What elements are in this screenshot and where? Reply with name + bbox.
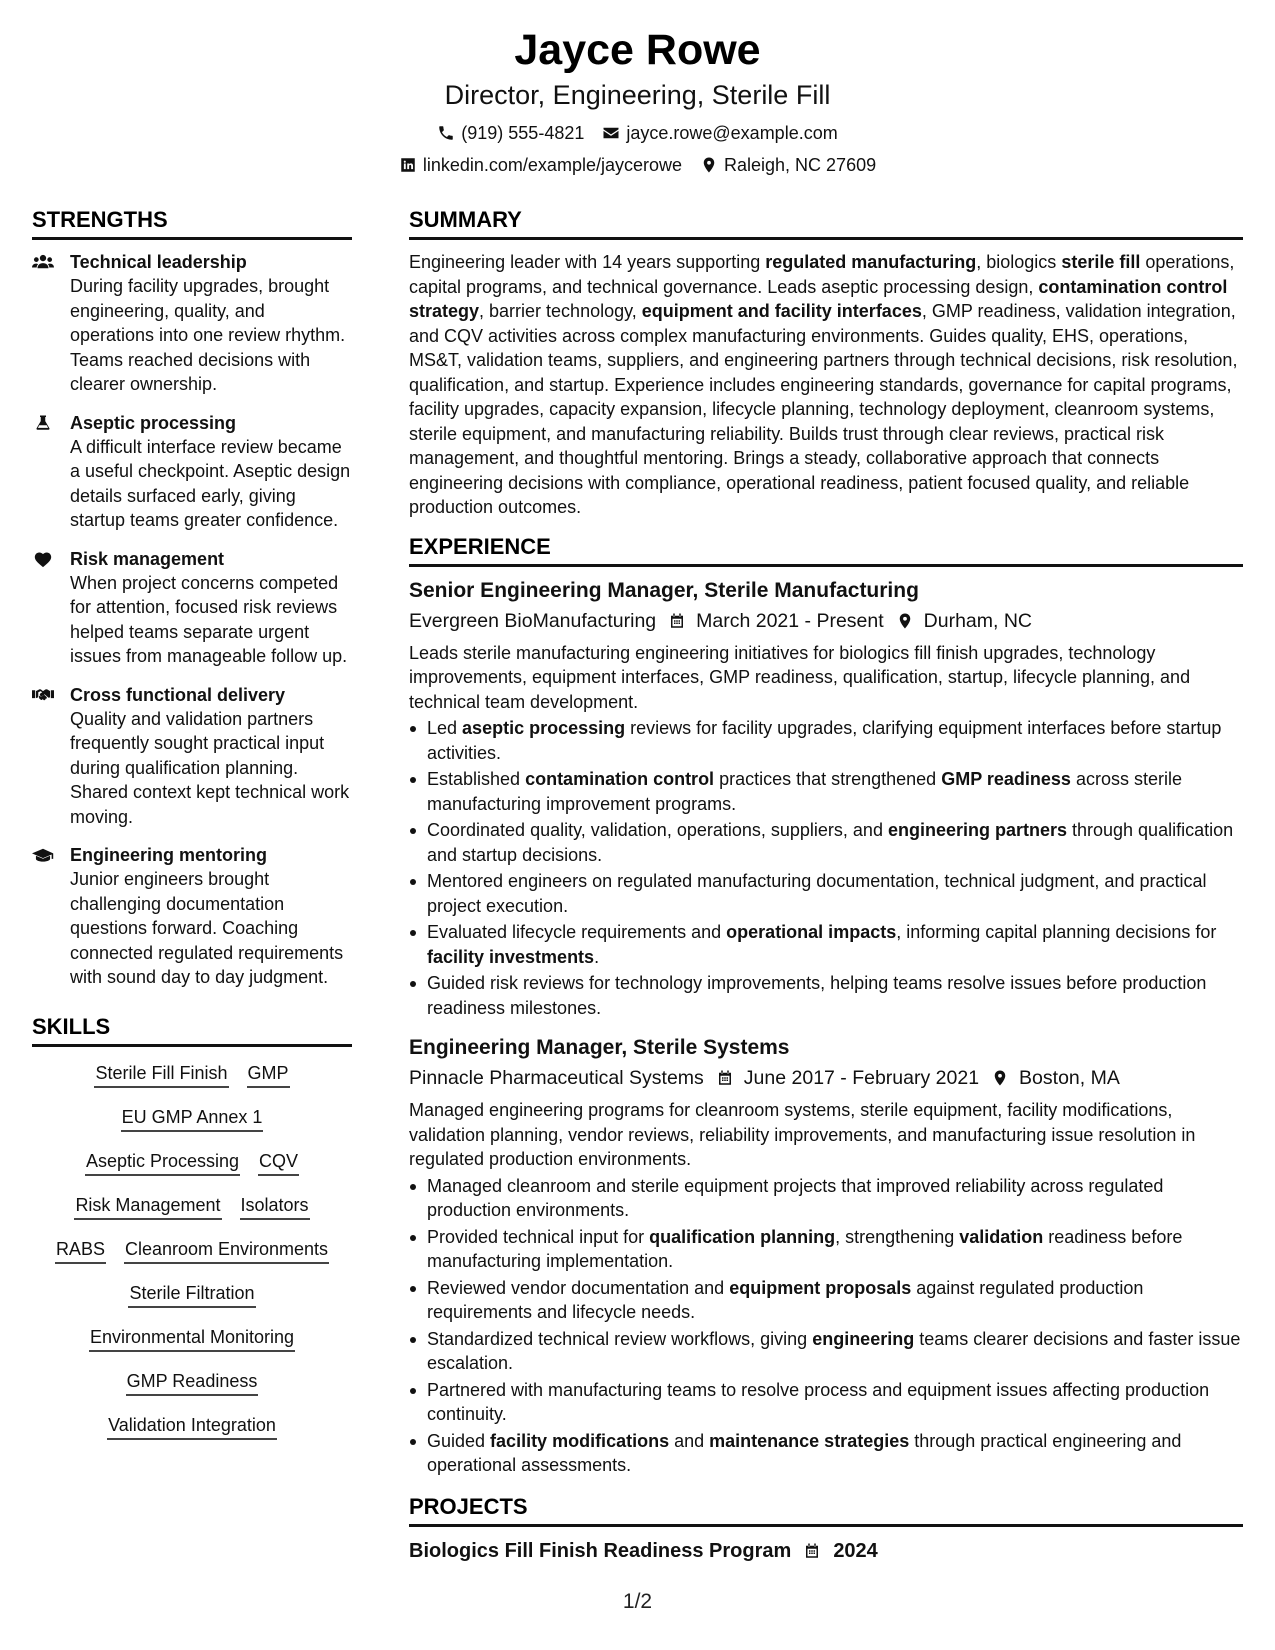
job-dates-text: March 2021 - Present (696, 609, 884, 632)
text-run: Managed cleanroom and sterile equipment projects that improved reliability across regulated production environments. (427, 1175, 1164, 1220)
skills-row (32, 1325, 352, 1352)
skills-row (32, 1149, 352, 1176)
skills-row (32, 1193, 352, 1220)
right-column (409, 205, 1243, 1565)
job-location-text: Boston, MA (1019, 1067, 1120, 1089)
strength-icon-wrap (32, 683, 70, 830)
bold-text: contamination control (525, 769, 715, 789)
linkedin-icon (399, 156, 417, 174)
text-run: against regulated production requirements and lifecycle needs. (427, 1277, 1144, 1322)
graduation-cap-icon (32, 846, 54, 864)
bold-text: contamination control strategy (409, 276, 1228, 321)
bullet-item (409, 1174, 1243, 1223)
job-entry (409, 577, 1243, 1021)
job-bullets (409, 716, 1243, 1020)
skill-tag: GMP (247, 1061, 290, 1088)
bullet-item (409, 920, 1243, 969)
job-bullets (409, 1174, 1243, 1478)
strength-item (32, 843, 352, 990)
bullet-item (409, 971, 1243, 1020)
text-run: , strengthening (835, 1226, 960, 1247)
bullet-item (409, 1429, 1243, 1478)
strength-desc: When project concerns competed for attention, focused risk reviews helped teams separate urgent issues from manageable follow up. (70, 572, 348, 666)
handshake-icon (32, 686, 54, 704)
strength-icon-wrap (32, 250, 70, 397)
skill-tag: CQV (258, 1149, 299, 1176)
skills-row (32, 1281, 352, 1308)
job-dates-text: June 2017 - February 2021 (743, 1067, 980, 1089)
text-run: Evaluated lifecycle requirements and (427, 922, 727, 942)
text-run: Reviewed vendor documentation and (427, 1277, 730, 1298)
project-title: Biologics Fill Finish Readiness Program (409, 1539, 792, 1562)
bullet-item (409, 818, 1243, 867)
calendar-icon (668, 612, 686, 630)
company-name: Evergreen BioManufacturing (409, 609, 657, 632)
company-name: Pinnacle Pharmaceutical Systems (409, 1067, 704, 1089)
bold-text: facility investments (427, 946, 595, 967)
text-run: , biologics (976, 252, 1062, 272)
bullet-item (409, 767, 1243, 816)
projects-heading: PROJECTS (409, 1492, 1243, 1527)
bold-text: equipment proposals (729, 1277, 912, 1298)
bullet-item (409, 716, 1243, 765)
job-description: Managed engineering programs for cleanroom systems, sterile equipment, facility modifications, validation planning, vendor reviews, reliability improvements, and manufacturing issue resolution in regulated production environments. (409, 1100, 1196, 1169)
text-run: Coordinated quality, validation, operations, suppliers, and (427, 820, 888, 840)
strength-desc: Junior engineers brought challenging documentation questions forward. Coaching connected regulated requirements with sound day to day judgment. (70, 869, 344, 987)
job-meta (409, 607, 1243, 635)
envelope-icon (602, 124, 620, 142)
text-run: Led (427, 718, 463, 738)
candidate-title: Director, Engineering, Sterile Fill (444, 80, 831, 110)
bold-text: regulated manufacturing (765, 252, 977, 272)
strength-icon-wrap (32, 843, 70, 990)
text-run: , GMP readiness, validation integration, and CQV activities across complex manufacturing environments. Guides quality, EHS, operations, MS&T, validation teams, suppliers, and engineering partners through technical decisions, risk resolution, qualification, and startup. Experience includes engineering standards, governance for capital programs, facility upgrades, capacity expansion, lifecycle planning, technology deployment, cleanroom systems, sterile equipment, and manufacturing reliability. Builds trust through clear reviews, practical risk management, and thoughtful mentoring. Brings a steady, collaborative approach that connects engineering decisions with compliance, operational readiness, patient focused quality, and reliable production outcomes. (409, 301, 1238, 517)
map-pin-icon (991, 1069, 1009, 1087)
job-location-text: Durham, NC (923, 609, 1033, 632)
location-text: Raleigh, NC 27609 (724, 155, 877, 175)
bold-text: qualification planning (649, 1226, 836, 1247)
contact-linkedin[interactable] (399, 154, 682, 176)
job-dates (716, 1064, 979, 1092)
text-run: Provided technical input for (427, 1226, 650, 1247)
job-location (896, 607, 1032, 635)
skills-row (32, 1369, 352, 1396)
skill-tag: Aseptic Processing (85, 1149, 240, 1176)
bold-text: engineering partners (887, 820, 1067, 840)
bold-text: maintenance strategies (709, 1430, 910, 1451)
bullet-item (409, 869, 1243, 918)
skill-tag: GMP Readiness (126, 1369, 259, 1396)
text-run: practices that strengthened (714, 769, 942, 789)
strength-title: Cross functional delivery (70, 684, 286, 705)
text-run: , barrier technology, (479, 301, 642, 321)
bold-text: equipment and facility interfaces (641, 301, 922, 321)
text-run: operations, capital programs, and technical governance. Leads aseptic processing design, (409, 252, 1235, 297)
job-dates (668, 607, 884, 635)
skills-row (32, 1413, 352, 1440)
skill-tag: RABS (55, 1237, 106, 1264)
text-run: reviews for facility upgrades, clarifying equipment interfaces before startup activities. (427, 718, 1222, 763)
skills-row (32, 1237, 352, 1264)
map-pin-icon (700, 156, 718, 174)
project-year: 2024 (833, 1539, 878, 1562)
text-run: Guided (427, 1430, 491, 1451)
project-entry (409, 1537, 1243, 1565)
text-run: and (669, 1430, 710, 1451)
bullet-item (409, 1327, 1243, 1376)
summary-heading: SUMMARY (409, 205, 1243, 240)
text-run: Established (427, 769, 526, 789)
left-column (32, 205, 352, 1440)
text-run: Partnered with manufacturing teams to resolve process and equipment issues affecting production continuity. (427, 1379, 1210, 1424)
contact-phone[interactable] (437, 122, 584, 144)
strengths-heading: STRENGTHS (32, 205, 352, 240)
bullet-item (409, 1225, 1243, 1274)
job-meta (409, 1064, 1243, 1092)
bold-text: engineering (812, 1328, 915, 1349)
email-text: jayce.rowe@example.com (626, 123, 838, 143)
linkedin-text: linkedin.com/example/jaycerowe (422, 155, 682, 175)
skills-heading: SKILLS (32, 1012, 352, 1047)
flask-icon (32, 414, 54, 432)
experience-heading: EXPERIENCE (409, 532, 1243, 567)
strength-desc: Quality and validation partners frequently sought practical input during qualification planning. Shared context kept technical work moving. (70, 708, 350, 827)
bold-text: GMP readiness (941, 769, 1071, 789)
users-icon (32, 253, 54, 271)
bullet-item (409, 1276, 1243, 1325)
job-title: Engineering Manager, Sterile Systems (409, 1036, 790, 1059)
job-entry (409, 1034, 1243, 1478)
calendar-icon (716, 1069, 734, 1087)
text-run: Standardized technical review workflows, giving (427, 1328, 813, 1349)
bold-text: sterile fill (1061, 252, 1141, 272)
bold-text: operational impacts (726, 922, 897, 942)
text-run: Guided risk reviews for technology improvements, helping teams resolve issues before production readiness milestones. (427, 973, 1207, 1018)
text-run: Engineering leader with 14 years supporting (409, 252, 766, 272)
text-run: . (594, 946, 600, 967)
skill-tag: Isolators (240, 1193, 310, 1220)
strength-title: Risk management (70, 548, 225, 569)
bold-text: validation (959, 1226, 1044, 1247)
strength-title: Aseptic processing (70, 412, 237, 433)
text-run: across sterile manufacturing improvement programs. (427, 769, 1182, 814)
skills-row (32, 1105, 352, 1132)
contact-row-1 (0, 122, 1275, 144)
text-run: through practical engineering and operational assessments. (427, 1430, 1182, 1475)
strength-icon-wrap (32, 547, 70, 669)
calendar-icon (803, 1542, 821, 1560)
strength-body (70, 843, 352, 990)
strength-title: Engineering mentoring (70, 845, 268, 865)
contact-row-2 (0, 154, 1275, 176)
candidate-name: Jayce Rowe (514, 26, 761, 74)
skill-tag: Validation Integration (107, 1413, 277, 1440)
skill-tag: Cleanroom Environments (124, 1237, 329, 1264)
skills-list (32, 1057, 352, 1440)
skill-tag: EU GMP Annex 1 (121, 1105, 264, 1132)
strength-body (70, 683, 352, 830)
text-run: through qualification and startup decisions. (427, 820, 1234, 865)
skills-row (32, 1061, 352, 1088)
job-title: Senior Engineering Manager, Sterile Manufacturing (409, 578, 919, 602)
strength-body (70, 250, 352, 397)
strength-item (32, 683, 352, 830)
contact-email[interactable] (602, 122, 837, 144)
text-run: , informing capital planning decisions for (896, 922, 1217, 942)
job-location (991, 1064, 1120, 1092)
bold-text: aseptic processing (462, 718, 626, 738)
strengths-list (32, 250, 352, 990)
strength-item (32, 547, 352, 669)
text-run: Mentored engineers on regulated manufacturing documentation, technical judgment, and practical project execution. (427, 871, 1207, 916)
strength-body (70, 411, 352, 533)
strength-item (32, 411, 352, 533)
skill-tag: Sterile Fill Finish (94, 1061, 228, 1088)
skill-tag: Sterile Filtration (128, 1281, 255, 1308)
resume-header (0, 22, 1275, 176)
phone-icon (437, 124, 455, 142)
experience-list (409, 577, 1243, 1478)
strength-body (70, 547, 352, 669)
strength-item (32, 250, 352, 397)
phone-text: (919) 555-4821 (461, 123, 585, 143)
projects-list (409, 1537, 1243, 1565)
strength-icon-wrap (32, 411, 70, 533)
heart-icon (32, 550, 54, 568)
job-description: Leads sterile manufacturing engineering initiatives for biologics fill finish upgrades, technology improvements, equipment interfaces, GMP readiness, qualification, startup, lifecycle planning, and technical team development. (409, 642, 1191, 712)
bullet-item (409, 1378, 1243, 1427)
skill-tag: Risk Management (74, 1193, 221, 1220)
strength-desc: A difficult interface review became a useful checkpoint. Aseptic design details surfaced early, giving startup teams greater confidence. (70, 436, 351, 530)
page-number: 1/2 (622, 1590, 653, 1613)
summary-text (409, 250, 1243, 520)
strength-desc: During facility upgrades, brought engineering, quality, and operations into one review rhythm. Teams reached decisions with clearer ownership. (70, 276, 346, 394)
map-pin-icon (896, 612, 914, 630)
bold-text: facility modifications (490, 1430, 670, 1451)
strength-title: Technical leadership (70, 252, 247, 272)
contact-location (700, 154, 876, 176)
skill-tag: Environmental Monitoring (89, 1325, 295, 1352)
text-run: readiness before manufacturing implementation. (427, 1226, 1183, 1271)
text-run: teams clearer decisions and faster issue escalation. (427, 1328, 1241, 1373)
